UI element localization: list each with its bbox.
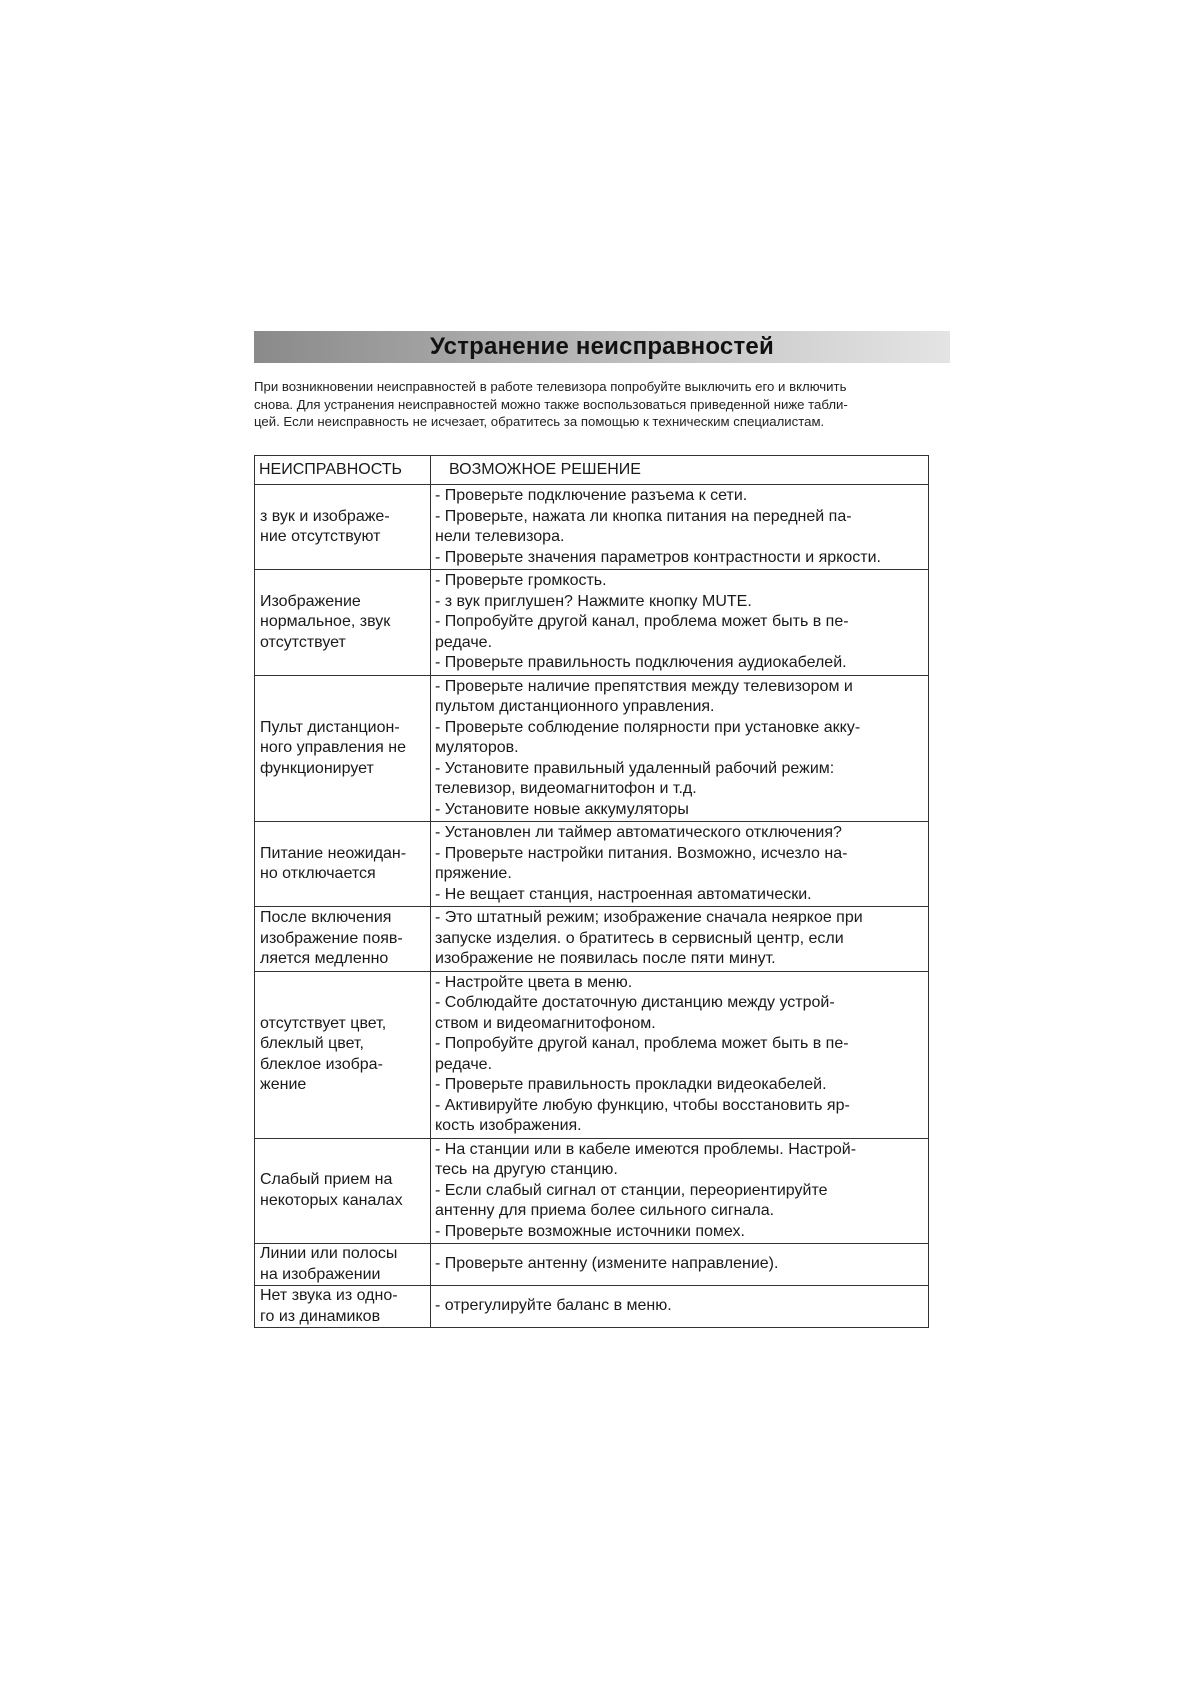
table-row [255,907,929,972]
solution-text-line: - На станции или в кабеле имеются проблемы. Настрой- [435,1140,857,1158]
solution-text-line: кость изображения. [435,1117,582,1134]
solution-text-line: - Попробуйте другой канал, проблема может быть в пе- [435,1035,849,1052]
solution-cell [431,1244,929,1286]
problem-cell [255,1286,431,1328]
solution-cell [431,1138,929,1244]
problem-text-line: некоторых каналах [260,1191,403,1209]
solution-text-line: антенну для приема более сильного сигнала. [435,1202,775,1219]
solution-cell [431,570,929,676]
problem-text-line: Линии или полосы [260,1245,398,1262]
problem-text-line: функционирует [260,759,374,777]
problem-text-line: нормальное, звук [260,613,391,630]
table-row [255,570,929,676]
solution-text-line: - Проверьте соблюдение полярности при установке акку- [435,718,861,736]
solution-text-line: - Проверьте значения параметров контрастности и яркости. [435,548,881,566]
problem-text-line: изображение появ- [260,929,403,947]
solution-text-line: - Не вещает станция, настроенная автоматически. [435,885,812,903]
problem-text-line: блеклый цвет, [260,1035,364,1052]
problem-cell [255,485,431,570]
problem-cell [255,570,431,676]
title-bar [254,331,950,363]
table-row [255,1244,929,1286]
problem-text-line: го из динамиков [260,1307,381,1325]
problem-text-line: Нет звука из одно- [260,1287,398,1304]
problem-text-line: Слабый прием на [260,1171,393,1189]
table-row [255,485,929,570]
solution-text-line: - Проверьте наличие препятствия между телевизором и [435,677,853,695]
table-row [255,822,929,907]
solution-text-line: ством и видеомагнитофоном. [435,1014,656,1032]
column-header-solution: ВОЗМОЖНОЕ РЕШЕНИЕ [431,456,929,485]
solution-text-line: - Проверьте правильность подключения аудиокабелей. [435,654,847,671]
table-row [255,1286,929,1328]
problem-text-line: отсутствует цвет, [260,1014,387,1032]
solution-text-line: - Проверьте антенну (измените направление). [435,1255,779,1273]
problem-text-line: После включения [260,909,392,926]
table-header-row [255,456,929,485]
intro-line: цей. Если неисправность не исчезает, обратитесь за помощью к техническим специалистам. [254,414,825,429]
solution-text-line: - Установите правильный удаленный рабочий режим: [435,759,835,777]
solution-text-line: - Установите новые аккумуляторы [435,800,689,818]
problem-text-line: отсутствует [260,633,346,651]
solution-text-line: пряжение. [435,865,512,882]
solution-text-line: запуске изделия. о братитесь в сервисный центр, если [435,929,844,947]
problem-text-line: но отключается [260,865,376,882]
solution-text-line: - Установлен ли таймер автоматического отключения? [435,824,842,841]
problem-text-line: Изображение [260,592,361,610]
intro-line: При возникновении неисправностей в работе телевизора попробуйте выключить его и включить [254,379,847,394]
solution-text-line: - Проверьте настройки питания. Возможно, исчезло на- [435,844,848,862]
solution-text-line: - Проверьте возможные источники помех. [435,1222,745,1240]
solution-text-line: - Настройте цвета в меню. [435,973,633,991]
problem-cell [255,675,431,822]
solution-text-line: - отрегулируйте баланс в меню. [435,1297,672,1315]
solution-text-line: - Попробуйте другой канал, проблема может быть в пе- [435,613,849,630]
solution-text-line: - Проверьте подключение разъема к сети. [435,487,748,504]
solution-text-line: муляторов. [435,739,519,756]
problem-text-line: з вук и изображе- [260,507,390,525]
solution-text-line: - Активируйте любую функцию, чтобы восстановить яр- [435,1096,850,1114]
solution-text-line: тесь на другую станцию. [435,1161,618,1178]
problem-cell [255,1138,431,1244]
solution-cell [431,971,929,1138]
problem-text-line: жение [260,1076,307,1093]
problem-text-line: Питание неожидан- [260,844,407,862]
solution-text-line: редаче. [435,633,493,651]
troubleshooting-table [254,455,929,1328]
problem-text-line: Пульт дистанцион- [260,718,400,736]
table-row [255,1138,929,1244]
page-title: Устранение неисправностей [430,333,774,360]
solution-text-line: - Соблюдайте достаточную дистанцию между устрой- [435,994,835,1011]
solution-cell [431,822,929,907]
table-row [255,675,929,822]
solution-text-line: - з вук приглушен? Нажмите кнопку MUTE. [435,592,752,610]
solution-text-line: пультом дистанционного управления. [435,698,715,715]
solution-cell [431,1286,929,1328]
table-row [255,971,929,1138]
intro-line: снова. Для устранения неисправностей можно также воспользоваться приведенной ниже табли- [254,396,848,412]
problem-text-line: ние отсутствуют [260,528,381,545]
solution-text-line: - Проверьте правильность прокладки видеокабелей. [435,1076,827,1093]
column-header-problem: НЕИСПРАВНОСТЬ [255,456,431,485]
solution-cell [431,907,929,972]
solution-cell [431,485,929,570]
problem-text-line: на изображении [260,1265,381,1283]
solution-text-line: - Если слабый сигнал от станции, переориентируйте [435,1181,828,1199]
solution-text-line: редаче. [435,1055,493,1073]
solution-text-line: - Это штатный режим; изображение сначала неяркое при [435,909,863,926]
problem-cell [255,1244,431,1286]
intro-paragraph [254,378,954,431]
solution-cell [431,675,929,822]
problem-text-line: блеклое изобра- [260,1055,383,1073]
solution-text-line: телевизор, видеомагнитофон и т.д. [435,780,697,797]
solution-text-line: изображение не появилась после пяти минут. [435,950,776,967]
problem-text-line: ного управления не [260,739,407,756]
problem-cell [255,971,431,1138]
problem-cell [255,822,431,907]
solution-text-line: нели телевизора. [435,528,565,545]
problem-cell [255,907,431,972]
problem-text-line: ляется медленно [260,950,389,967]
solution-text-line: - Проверьте громкость. [435,572,607,589]
solution-text-line: - Проверьте, нажата ли кнопка питания на передней па- [435,507,852,525]
